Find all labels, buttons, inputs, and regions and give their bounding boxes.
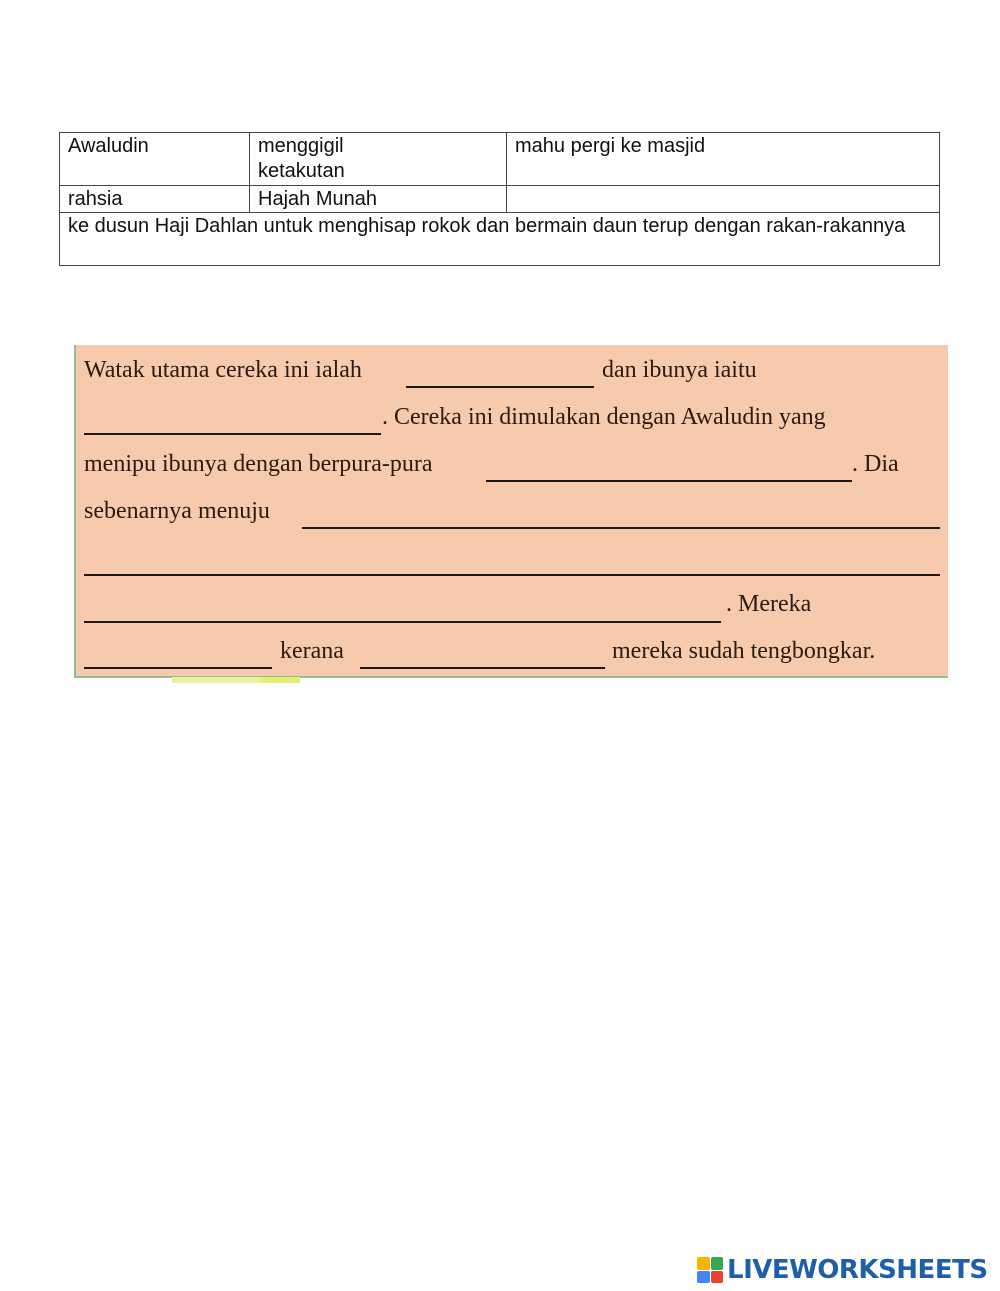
answer-blank-6[interactable]	[84, 621, 721, 623]
table-row	[60, 186, 940, 213]
word-bank-cell	[60, 133, 250, 186]
passage-text: sebenarnya menuju	[84, 498, 270, 524]
highlight-mark	[262, 677, 300, 683]
logo-blocks-icon	[697, 1257, 723, 1283]
word-bank-cell	[250, 133, 507, 186]
passage-text: mereka sudah tengbongkar.	[612, 638, 876, 664]
answer-blank-5[interactable]	[84, 574, 940, 576]
word-bank-cell	[250, 186, 507, 213]
word-bank-text: menggigil ketakutan	[258, 135, 345, 182]
cloze-passage	[74, 345, 948, 678]
answer-blank-4[interactable]	[302, 527, 940, 529]
answer-blank-2[interactable]	[84, 433, 381, 435]
answer-blank-1[interactable]	[406, 386, 594, 388]
answer-blank-7[interactable]	[84, 667, 272, 669]
table-row	[60, 133, 940, 186]
answer-blank-3[interactable]	[486, 480, 852, 482]
word-bank-cell	[60, 186, 250, 213]
answer-blank-8[interactable]	[360, 667, 605, 669]
word-bank-text: Awaludin	[68, 135, 149, 157]
passage-text: Watak utama cereka ini ialah	[84, 357, 362, 383]
passage-text: . Dia	[852, 451, 899, 477]
word-bank-text: ke dusun Haji Dahlan untuk menghisap rokok dan bermain daun terup dengan rakan-rakannya	[68, 215, 906, 237]
brand-name: LIVEWORKSHEETS	[727, 1255, 988, 1285]
passage-text: dan ibunya iaitu	[602, 357, 757, 383]
passage-text: . Mereka	[726, 591, 812, 617]
word-bank-cell	[507, 186, 940, 213]
table-row	[60, 213, 940, 266]
passage-text: menipu ibunya dengan berpura-pura	[84, 451, 433, 477]
passage-text: . Cereka ini dimulakan dengan Awaludin yang	[382, 404, 826, 430]
word-bank-text: mahu pergi ke masjid	[515, 135, 706, 157]
word-bank-table	[59, 132, 940, 266]
liveworksheets-logo	[697, 1255, 988, 1285]
word-bank-cell	[60, 213, 940, 266]
passage-text: kerana	[280, 638, 344, 664]
word-bank-cell	[507, 133, 940, 186]
word-bank-text: rahsia	[68, 188, 123, 210]
word-bank-text: Hajah Munah	[258, 188, 377, 210]
